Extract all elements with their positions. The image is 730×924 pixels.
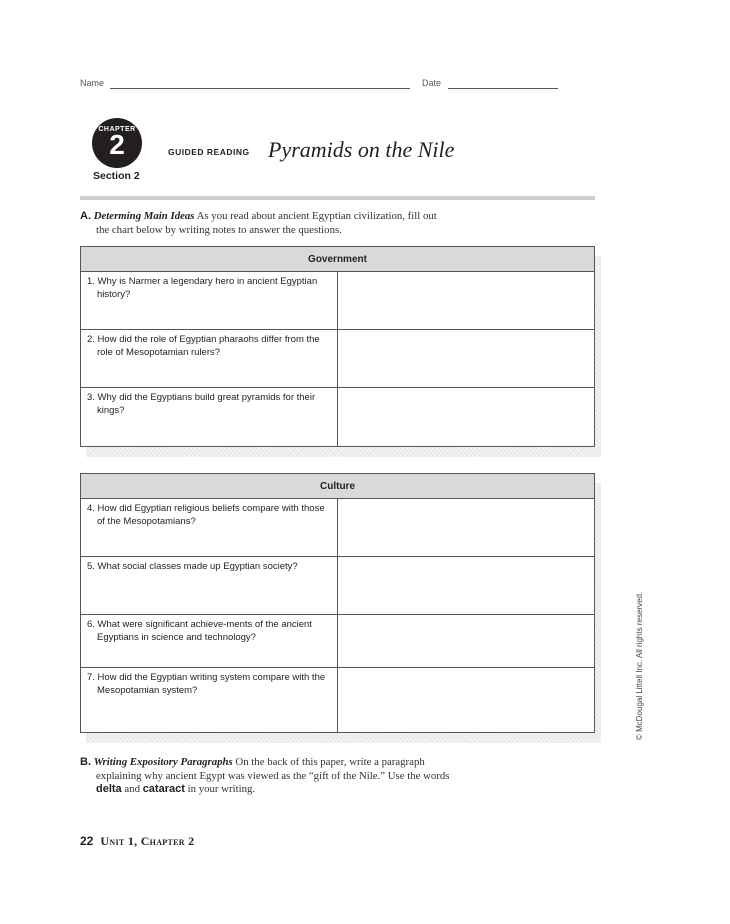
government-table-wrap [80,246,595,447]
answer-cell[interactable] [338,668,595,733]
government-table [80,246,595,447]
part-a-instructions [80,210,600,237]
question-cell: 1. Why is Narmer a legendary hero in ancient Egyptian history? [81,272,338,330]
vocab-word-delta: delta [96,783,122,795]
answer-cell[interactable] [338,388,595,447]
chapter-number: 2 [109,129,125,160]
page-number: 22 [80,834,94,848]
name-field[interactable] [110,88,410,89]
culture-table [80,473,595,733]
chapter-word: CHAPTER [98,126,136,133]
table-row [81,557,595,615]
answer-cell[interactable] [338,615,595,668]
section-label: Section 2 [93,170,140,182]
culture-table-wrap [80,473,595,733]
question-cell: 7. How did the Egyptian writing system compare with the Mesopotamian system? [81,668,338,733]
page-footer [80,834,194,849]
part-a-letter: A. [80,210,91,222]
part-b-line2: explaining why ancient Egypt was viewed as the “gift of the Nile.” Use the words [96,769,450,782]
date-label: Date [422,78,442,88]
question-cell: 2. How did the role of Egyptian pharaohs differ from the role of Mesopotamian rulers? [81,330,338,388]
table-row [81,668,595,733]
unit-chapter-label: Unit 1, Chapter 2 [100,834,195,848]
answer-cell[interactable] [338,330,595,388]
question-cell: 5. What social classes made up Egyptian society? [81,557,338,615]
question-cell: 3. Why did the Egyptians build great pyramids for their kings? [81,388,338,447]
chapter-badge [92,118,142,168]
part-b-line1: On the back of this paper, write a paragraph [235,756,425,768]
question-cell: 6. What were significant achieve-ments of the ancient Egyptians in science and technology? [81,615,338,668]
vocab-word-cataract: cataract [142,783,185,795]
question-cell: 4. How did Egyptian religious beliefs compare with those of the Mesopotamians? [81,499,338,557]
part-b-heading: Writing Expository Paragraphs [93,756,233,768]
answer-cell[interactable] [338,499,595,557]
part-b-line3: delta and cataract in your writing. [96,783,256,795]
part-a-heading: Determing Main Ideas [93,210,195,222]
answer-cell[interactable] [338,557,595,615]
table-row [81,615,595,668]
name-date-line [80,78,560,92]
culture-header: Culture [81,474,595,499]
header-divider [80,196,595,200]
date-field[interactable] [448,88,558,89]
table-row [81,499,595,557]
table-row [81,272,595,330]
guided-reading-label: GUIDED READING [168,147,250,157]
table-row [81,330,595,388]
name-label: Name [80,78,105,88]
part-a-line2: the chart below by writing notes to answer the questions. [96,223,342,236]
page-title: Pyramids on the Nile [268,137,455,162]
part-a-line1: As you read about ancient Egyptian civilization, fill out [196,210,437,222]
part-b-instructions [80,756,600,797]
table-row [81,388,595,447]
government-header: Government [81,247,595,272]
copyright-notice: © McDougal Littell Inc. All rights reserved. [635,591,644,740]
answer-cell[interactable] [338,272,595,330]
part-b-letter: B. [80,756,91,768]
